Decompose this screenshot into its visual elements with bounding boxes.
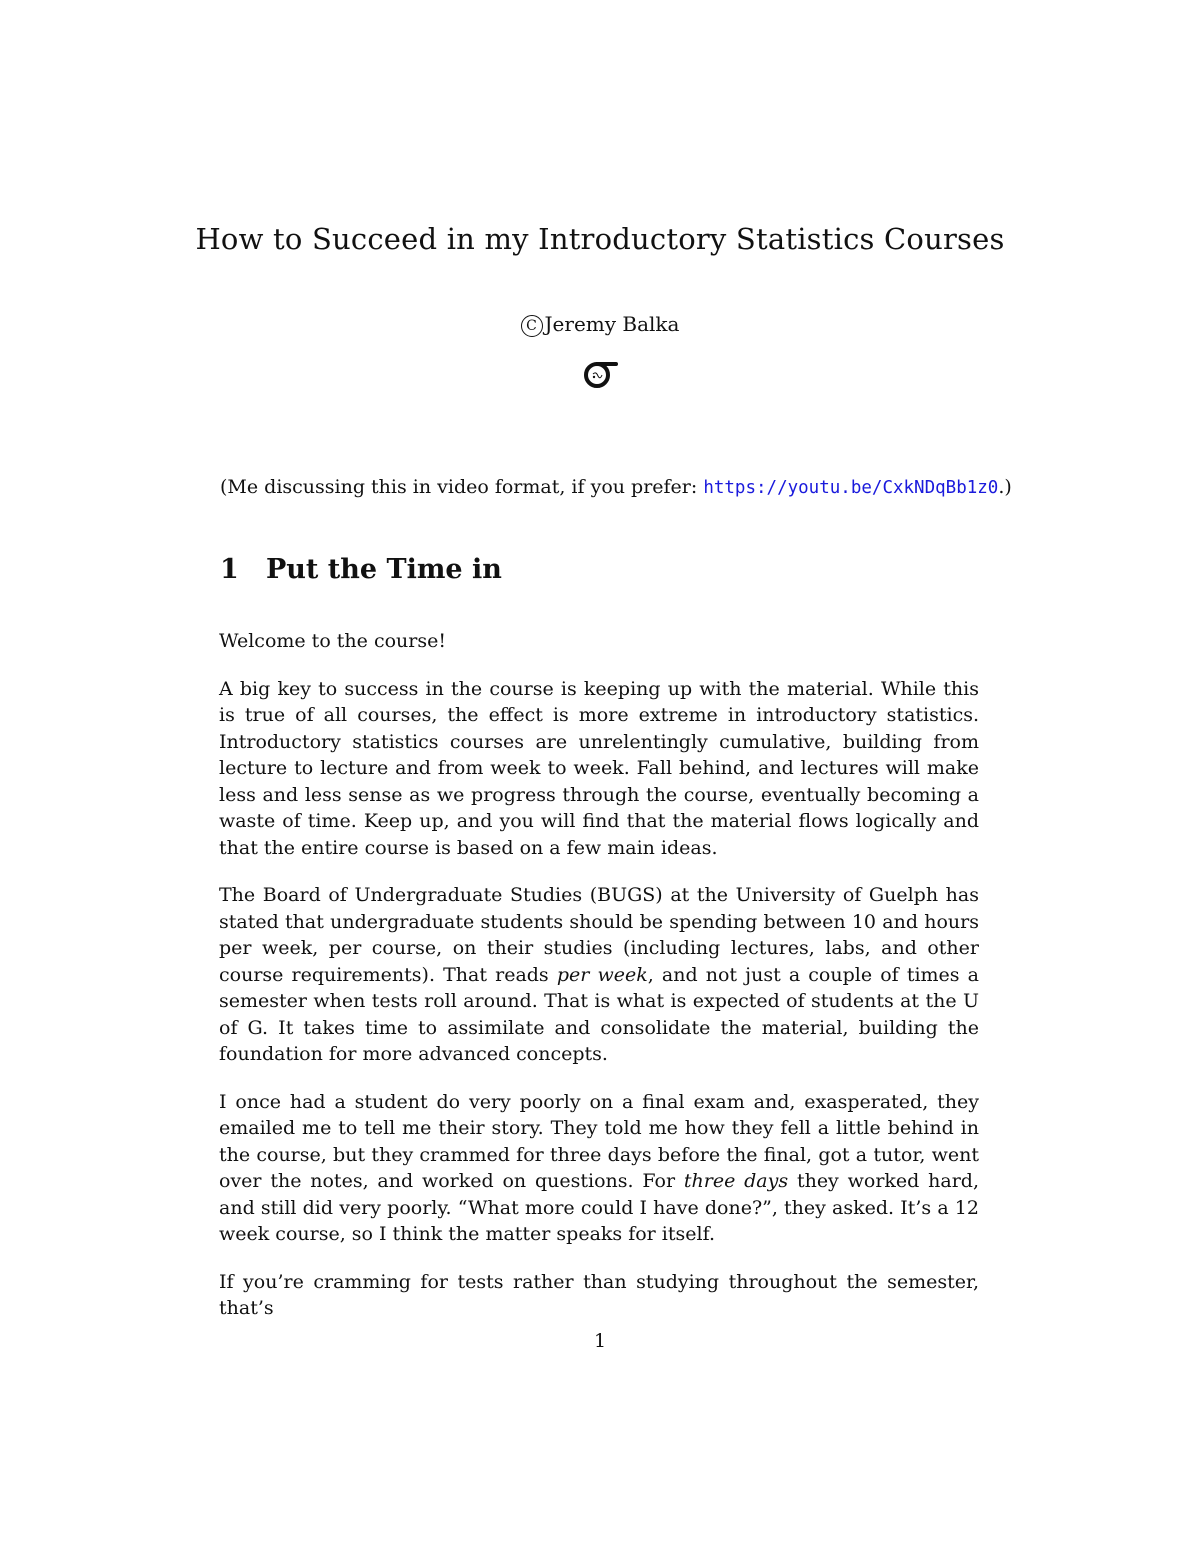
page-number: 1 — [593, 1330, 607, 1352]
author-name: Jeremy Balka — [544, 312, 680, 336]
paragraph-story-text-b: they worked hard, and still did very poorly. “What more could I have done?”, they asked. It’s a 12 week course, so I think the matter speaks for itself. — [219, 1170, 979, 1245]
author-line — [0, 312, 1200, 337]
copyright-icon: C — [521, 315, 543, 337]
section-number: 1 — [220, 554, 239, 585]
document-title: How to Succeed in my Introductory Statistics Courses — [195, 222, 1005, 256]
paragraph-story-emphasis: three days — [683, 1170, 789, 1192]
paragraph-bugs-text-b: , and not just a couple of times a semester when tests roll around. That is what is expected of students at the U of G. It takes time to assimilate and consolidate the material, building the foundation for more advanced concepts. — [219, 963, 979, 1065]
sigma-logo-icon — [580, 352, 620, 392]
video-note-prefix: (Me discussing this in video format, if you prefer: — [220, 476, 704, 498]
paragraph-bugs-emphasis: per week — [556, 963, 648, 986]
video-note — [220, 476, 1012, 498]
paragraph-bugs-text-a: The Board of Undergraduate Studies (BUGS) at the University of Guelph has stated that undergraduate students should be spending between 10 and hours per week, per course, on their studies (including lectures, labs, and other course requirements). That reads — [219, 884, 979, 986]
video-link[interactable]: https://youtu.be/CxkNDqBb1z0 — [703, 478, 999, 498]
video-note-suffix: .) — [998, 476, 1012, 498]
section-body — [219, 628, 979, 1343]
paragraph-bugs — [219, 882, 979, 1068]
paragraph-welcome: Welcome to the course! — [219, 630, 446, 652]
section-title: Put the Time in — [266, 554, 502, 585]
paragraph-cramming: If you’re cramming for tests rather than studying throughout the semester, that’s — [219, 1270, 979, 1319]
paragraph-student-story — [219, 1089, 979, 1248]
section-heading — [220, 554, 502, 585]
paragraph-keep-up: A big key to success in the course is keeping up with the material. While this is true of all courses, the effect is more extreme in introductory statistics. Introductory statistics courses are unrelentingly cumulative, building from lecture to lecture and from week to week. Fall behind, and lectures will make less and less sense as we progress through the course, eventually becoming a waste of time. Keep up, and you will find that the material flows logically and that the entire course is based on a few main ideas. — [219, 677, 979, 859]
paragraph-story-text-a: I once had a student do very poorly on a final exam and, exasperated, they emailed me to tell me their story. They told me how they fell a little behind in the course, but they crammed for three days before the final, got a tutor, went over the notes, and worked on questions. For — [219, 1090, 979, 1192]
